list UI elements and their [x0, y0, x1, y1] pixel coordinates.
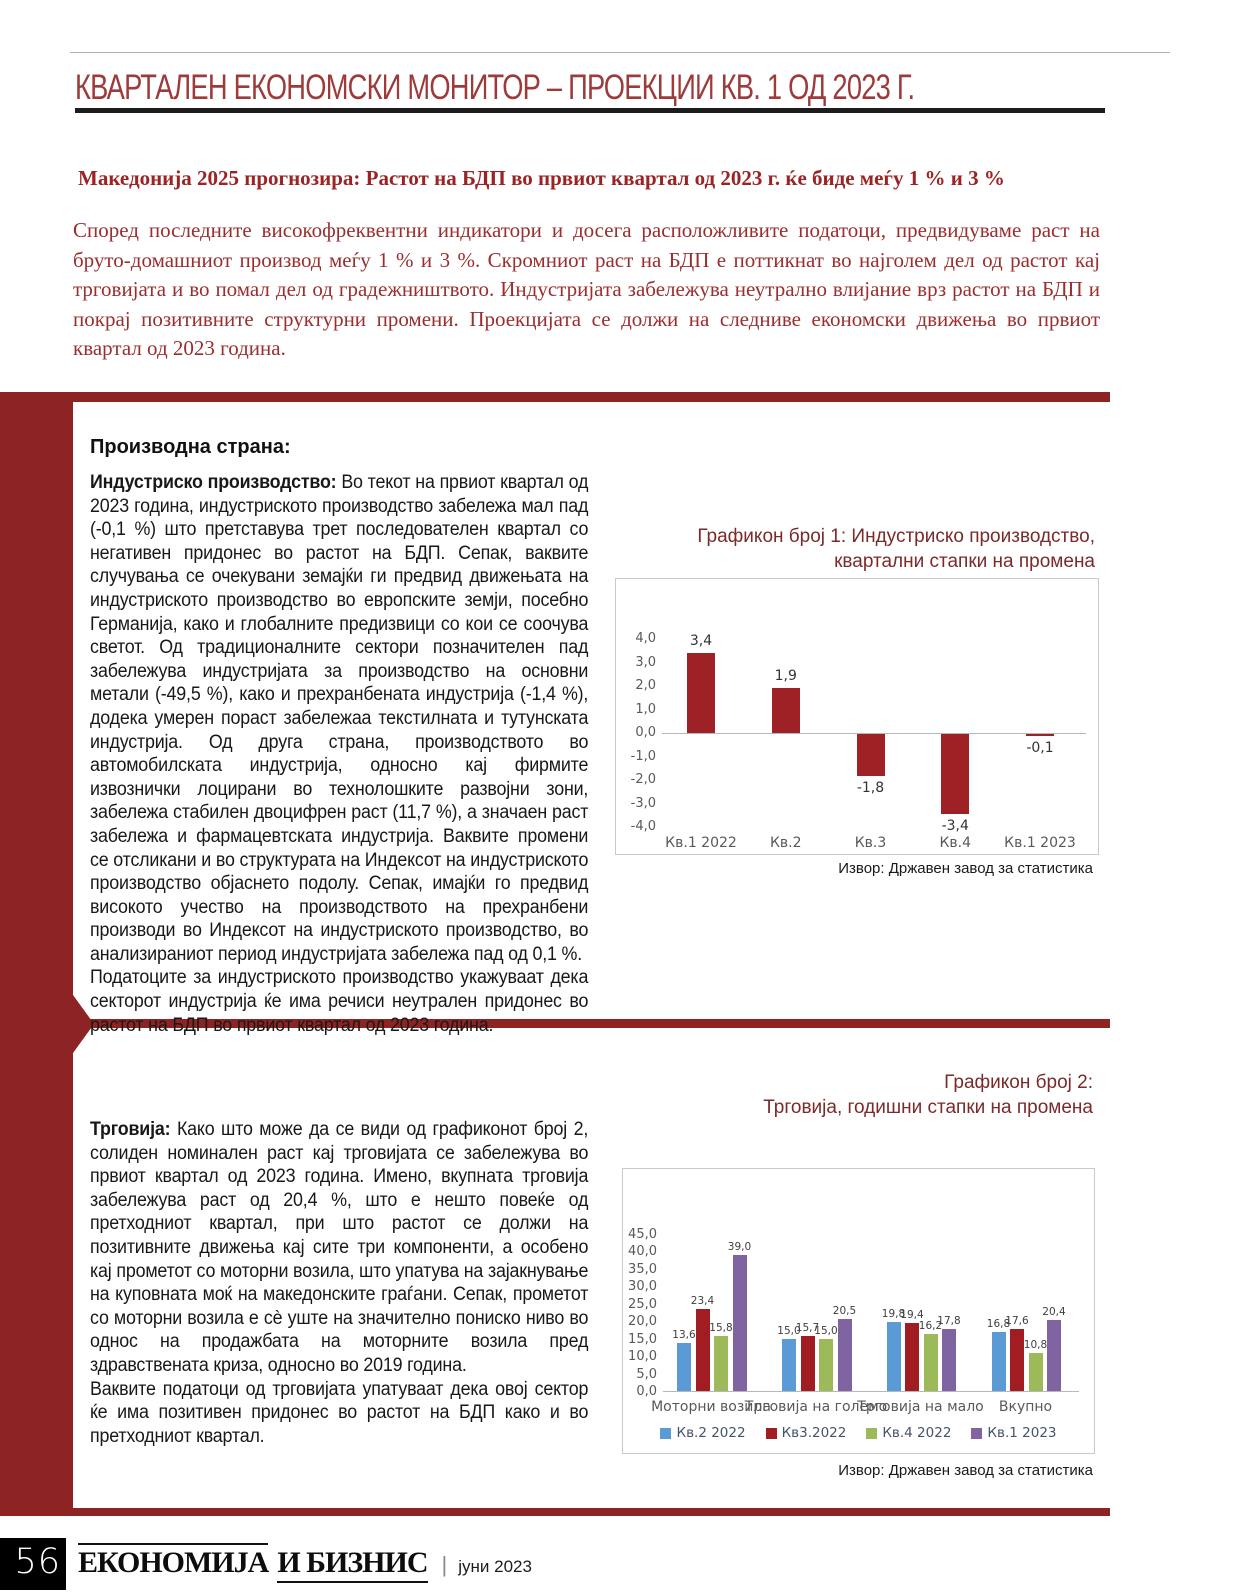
x-category-label: Кв.3	[854, 835, 887, 851]
legend-label: Кв.4 2022	[882, 1425, 952, 1441]
x-category-label: Кв.1 2023	[1004, 835, 1076, 851]
bar	[905, 1323, 919, 1391]
footer-issue-date: јуни 2023	[458, 1557, 532, 1576]
bar	[801, 1336, 815, 1391]
bar-value-label: -3,4	[941, 817, 969, 834]
bar	[687, 653, 715, 733]
bar-value-label: 13,6	[672, 1329, 696, 1342]
legend-item	[971, 1425, 1056, 1441]
bar-value-label: 15,0	[814, 1324, 838, 1337]
legend-swatch	[866, 1428, 877, 1439]
y-tick: 25,0	[628, 1296, 657, 1312]
trade-paragraph	[90, 1118, 588, 1448]
x-category-label: Моторни возила	[651, 1399, 771, 1415]
bar-value-label: 20,4	[1042, 1305, 1066, 1318]
trade-lead-word: Трговија:	[90, 1119, 171, 1140]
red-band-top	[0, 392, 1110, 402]
industry-paragraph	[90, 471, 588, 1037]
y-tick: 35,0	[628, 1261, 657, 1277]
bar	[924, 1334, 938, 1391]
y-tick: 1,0	[635, 701, 656, 717]
y-tick: 10,0	[628, 1349, 657, 1364]
section-title-production: Производна страна:	[90, 436, 291, 458]
y-tick: -1,0	[630, 748, 656, 764]
x-category-label: Вкупно	[998, 1399, 1053, 1415]
y-tick: 20,0	[628, 1314, 657, 1329]
page-title: КВАРТАЛЕН ЕКОНОМСКИ МОНИТОР – ПРОЕКЦИИ КВ. 1 ОД 2023 Г.	[75, 68, 915, 107]
x-category-label: Кв.4	[939, 835, 972, 851]
y-tick: 15,0	[628, 1331, 657, 1347]
bar	[1047, 1320, 1061, 1391]
chart2-title: Графикон број 2: Трговија, годишни стапки на промена	[763, 1072, 1093, 1118]
bar-value-label: 17,6	[1005, 1315, 1029, 1328]
red-rule-bottom	[0, 1508, 1110, 1516]
bar-value-label: 19,8	[881, 1307, 906, 1320]
bar	[1029, 1353, 1043, 1391]
industry-lead-word: Индустриско производство:	[90, 472, 337, 493]
legend-swatch	[660, 1428, 671, 1439]
legend-label: Кв.1 2023	[987, 1425, 1057, 1441]
y-tick: 3,0	[635, 654, 656, 670]
chart2	[622, 1168, 1095, 1454]
chart1-source: Извор: Државен завод за статистика	[838, 860, 1093, 877]
y-tick: 45,0	[628, 1226, 657, 1242]
y-tick: -3,0	[630, 795, 656, 811]
bar-value-label: 16,2	[918, 1320, 943, 1333]
x-category-label: Трговија на големо	[744, 1399, 888, 1415]
footer-separator: |	[441, 1552, 448, 1577]
y-tick: 2,0	[635, 678, 656, 693]
chart1-title: Графикон број 1: Индустриско производство, квартални стапки на промена	[697, 526, 1095, 572]
bar	[887, 1322, 901, 1391]
bar	[677, 1343, 691, 1391]
bar	[857, 734, 885, 776]
y-tick: -2,0	[630, 772, 656, 787]
trade-body2-text: Ваквите податоци од трговијата упатуваат дека овој сектор ќе има позитивен придонес во растот на БДП како и во претходниот квартал.	[90, 1378, 589, 1447]
industry-body-text: Во текот на првиот квартал од 2023 година, индустриското производство забележа мал пад (-0,1 %) што претставува трет последователен квартал со негативен придонес во растот на БДП. Сепак, ваквите случувања се очекувани земајќи ги предвид движењата на индустриското производство во европските земји, посебно Германија, како и глобалните предизвици со кои се соочува светот. Од традиционалните сектори позначителен пад забележува индустријата за производство на основни метали (-49,5 %), како и прехранбената индустрија (-1,4 %), додека умерен пораст забележаа текстилната и тутунската индустрија. Од друга страна, производството во автомобилската индустрија, односно кај фирмите извознички лоцирани во технолошките развојни зони, забележа стабилен двоцифрен раст (11,7 %), а значаен раст забележа и фармацевтската индустрија. Ваквите промени се отсликани и во структурата на Индексот на индустриското производство објаснето подолу. Сепак, имајќи го предвид високото учество на производството на прехранбени производи во Индексот на индустриското производство, во анализираниот период индустријата забележа пад од 0,1 %.	[90, 472, 589, 965]
y-tick: -4,0	[630, 819, 656, 834]
bar	[1026, 734, 1054, 736]
bar	[819, 1339, 833, 1392]
chart1	[615, 578, 1099, 855]
y-tick: 40,0	[628, 1244, 657, 1259]
y-tick: 30,0	[628, 1279, 657, 1294]
bar-value-label: 19,4	[900, 1309, 924, 1322]
bar	[782, 1339, 796, 1392]
y-tick: 0,0	[635, 725, 656, 740]
title-underbar	[75, 108, 1105, 113]
bar	[772, 688, 800, 733]
footer-page-number-box	[0, 1538, 66, 1590]
bar	[733, 1255, 747, 1392]
bar-value-label: 15,7	[795, 1322, 820, 1335]
legend-item	[866, 1425, 951, 1441]
bar	[838, 1319, 852, 1391]
bar-value-label: 39,0	[727, 1240, 752, 1253]
legend-swatch	[766, 1428, 777, 1439]
bar-value-label: -1,8	[856, 780, 885, 797]
x-category-label: Трговија на мало	[857, 1399, 984, 1415]
x-category-label: Кв.2	[769, 835, 802, 851]
bar-value-label: 16,8	[986, 1318, 1011, 1331]
bar-value-label: 15,8	[709, 1321, 733, 1334]
legend-label: Кв3.2022	[781, 1425, 847, 1441]
bar	[941, 734, 969, 814]
x-axis-line	[663, 1391, 1079, 1392]
bar	[942, 1329, 956, 1391]
lead-headline: Македонија 2025 прогнозира: Растот на БДП во првиот квартал од 2023 г. ќе биде меѓу 1 % и 3 %	[78, 166, 1005, 190]
legend-item	[660, 1425, 745, 1441]
bar-value-label: 20,5	[832, 1305, 857, 1318]
bar	[992, 1332, 1006, 1391]
legend-item	[766, 1425, 847, 1441]
bar-value-label: 17,8	[937, 1314, 961, 1327]
bar-value-label: 15,0	[777, 1324, 801, 1337]
legend-label: Кв.2 2022	[676, 1425, 746, 1441]
bar-value-label: 3,4	[689, 633, 713, 650]
legend-swatch	[971, 1428, 982, 1439]
magazine-name-part2: И БИЗНИС	[277, 1546, 427, 1583]
trade-body-text: Како што може да се види од графиконот број 2, солиден номинален раст кај трговијата се забележува во првиот квартал од 2023 година. Имено, вкупната трговија забележува раст од 20,4 %, што е нешто повеќе од претходниот квартал, при што растот се должи на позитивните движења кај сите три компоненти, а особено кај прометот со моторни возила, што упатува на зајакнување на куповната моќ на македонските граѓани. Сепак, прометот со моторни возила е сè уште на значително пониско ниво во однос на продажбата на моторните возила пред здравствената криза, односно во 2019 година.	[90, 1119, 589, 1376]
magazine-name-part1: ЕКОНОМИЈА	[78, 1543, 268, 1580]
industry-body2-text: Податоците за индустриското производство укажуваат дека секторот индустрија ќе има речиси неутрален придонес во растот на БДП во првиот квартал од 2023 година.	[90, 967, 589, 1036]
y-tick: 5,0	[636, 1366, 657, 1382]
red-sidebar	[0, 392, 73, 1516]
bar-value-label: -0,1	[1026, 740, 1054, 757]
y-tick: 0,0	[636, 1384, 657, 1399]
y-tick: 4,0	[635, 631, 656, 646]
top-rule	[70, 52, 1170, 53]
bar-value-label: 23,4	[690, 1295, 715, 1308]
x-category-label: Кв.1 2022	[665, 835, 737, 851]
chart2-source: Извор: Државен завод за статистика	[838, 1462, 1093, 1479]
page-number: 56	[14, 1542, 61, 1582]
lead-intro: Според последните високофреквентни индикатори и досега расположливите податоци, предвидуваме раст на бруто-домашниот производ меѓу 1 % и 3 %. Скромниот раст на БДП е поттикнат во најголем дел од растот кај трговијата и во помал дел од градежништвото. Индустријата забележува неутрално влијание врз растот на БДП и покрај позитивните структурни промени. Проекцијата се должи на следниве економски движења во првиот квартал од 2023 година.	[73, 218, 1100, 360]
footer-logo	[78, 1543, 532, 1583]
bar	[714, 1336, 728, 1391]
chart2-legend	[623, 1425, 1094, 1441]
bar-value-label: 10,8	[1023, 1339, 1048, 1352]
bar-value-label: 1,9	[774, 668, 797, 685]
